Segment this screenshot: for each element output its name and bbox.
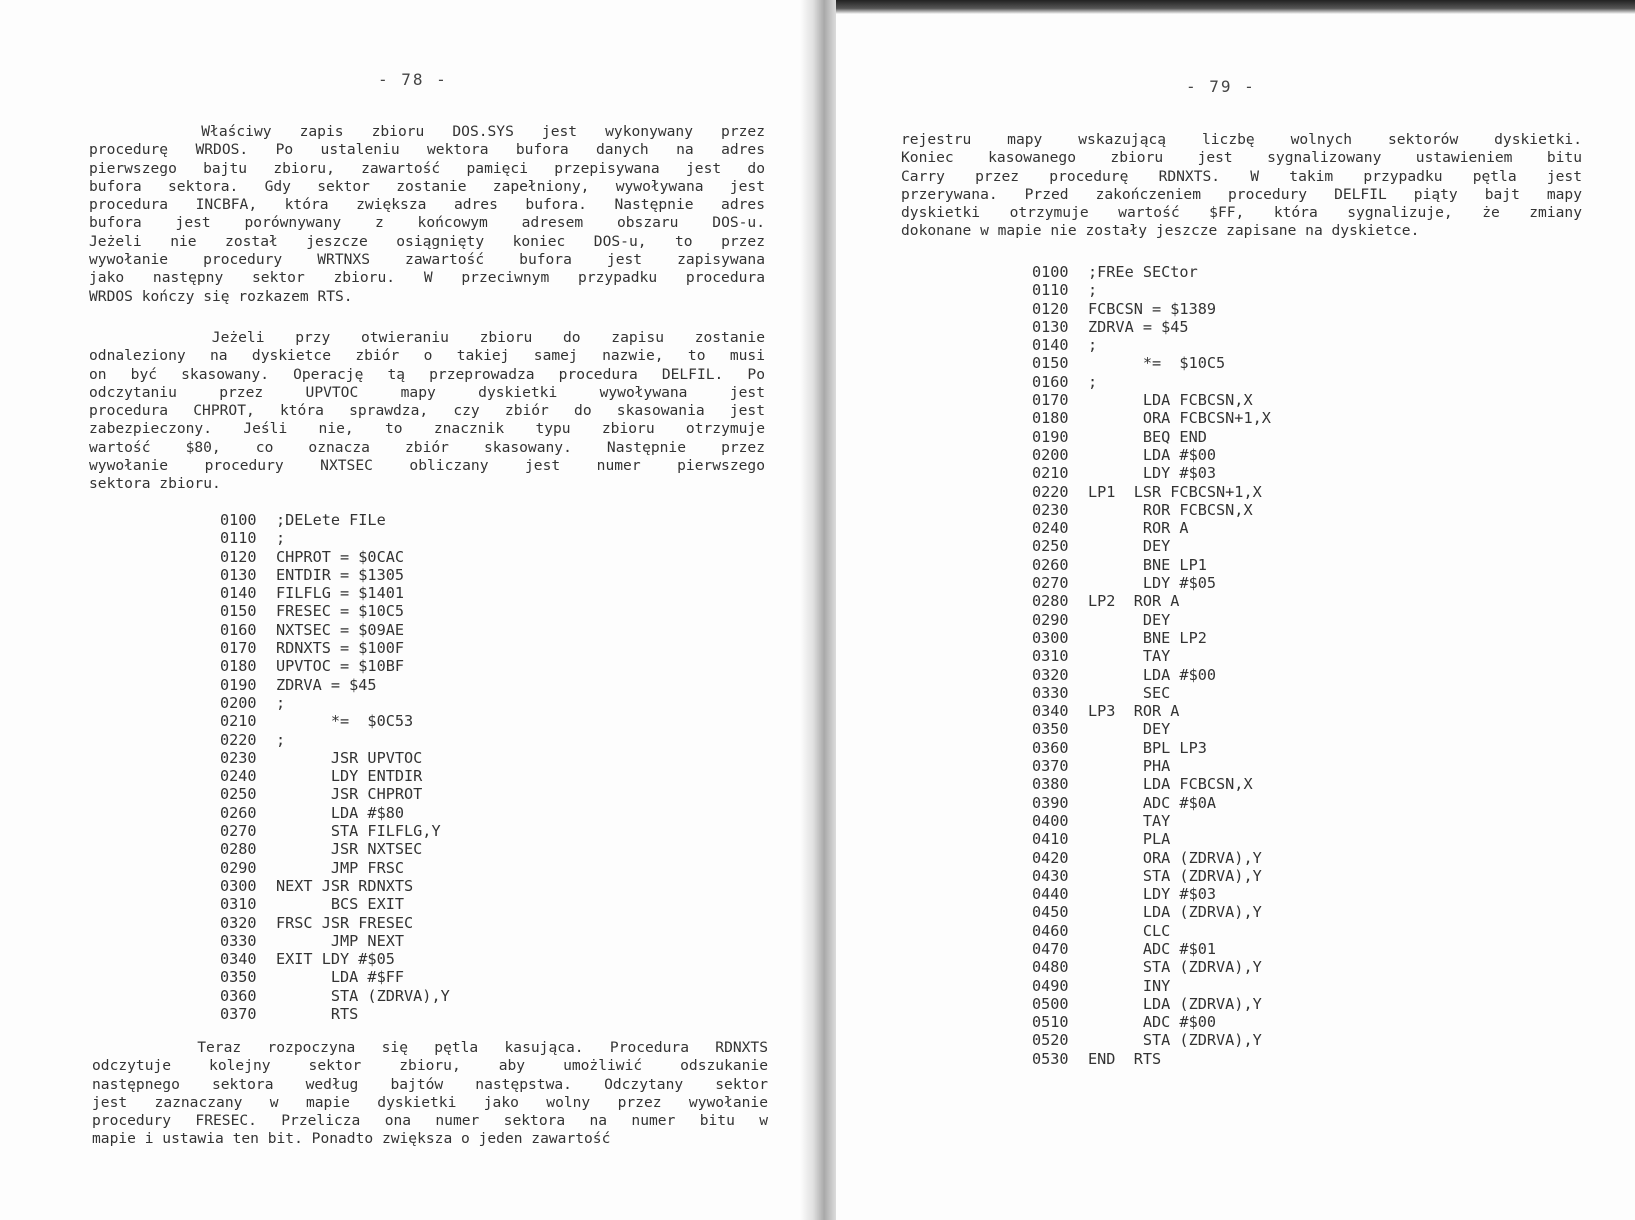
code-line bbox=[1032, 483, 1271, 501]
code-text: STA (ZDRVA),Y bbox=[276, 986, 450, 1005]
code-text: BEQ END bbox=[1088, 427, 1207, 446]
code-line bbox=[1032, 629, 1271, 647]
line-number: 0280 bbox=[220, 840, 257, 859]
text-line: odczytaniu przez UPVTOC mapy dyskietki wywoływana jest bbox=[89, 383, 765, 401]
code-text: NEXT JSR RDNXTS bbox=[276, 876, 414, 895]
code-line bbox=[1032, 702, 1271, 720]
code-line bbox=[1032, 885, 1271, 903]
line-number: 0270 bbox=[220, 822, 257, 841]
code-text: LDA #$FF bbox=[276, 968, 405, 987]
line-number: 0290 bbox=[1032, 610, 1069, 629]
code-line bbox=[220, 950, 450, 968]
code-text: BNE LP2 bbox=[1088, 628, 1207, 647]
line-number: 0320 bbox=[220, 913, 257, 932]
code-text: ; bbox=[1088, 372, 1098, 391]
code-text: SEC bbox=[1088, 683, 1171, 702]
code-line bbox=[1032, 354, 1271, 372]
line-number: 0110 bbox=[1032, 281, 1069, 300]
code-text: JSR UPVTOC bbox=[276, 748, 423, 767]
code-line bbox=[1032, 300, 1271, 318]
code-line bbox=[1032, 1013, 1271, 1031]
code-text: LDY #$03 bbox=[1088, 464, 1217, 483]
code-text: BPL LP3 bbox=[1088, 738, 1207, 757]
line-number: 0330 bbox=[1032, 683, 1069, 702]
line-number: 0180 bbox=[1032, 409, 1069, 428]
code-text: JMP FRSC bbox=[276, 858, 405, 877]
text-line: odnaleziony na dyskietce zbiór o takiej samej nazwie, to musi bbox=[89, 347, 765, 365]
text-line: Koniec kasowanego zbioru jest sygnalizowany ustawieniem bitu bbox=[901, 149, 1582, 167]
code-text: BCS EXIT bbox=[276, 895, 405, 914]
line-number: 0150 bbox=[1032, 354, 1069, 373]
code-line bbox=[1032, 720, 1271, 738]
line-number: 0490 bbox=[1032, 976, 1069, 995]
line-number: 0100 bbox=[1032, 263, 1069, 281]
code-line bbox=[1032, 611, 1271, 629]
paragraph bbox=[89, 123, 765, 306]
code-text: LDY #$03 bbox=[1088, 885, 1217, 904]
code-line bbox=[1032, 867, 1271, 885]
code-text: ORA FCBCSN+1,X bbox=[1088, 409, 1271, 428]
text-line: dyskietki otrzymuje wartość $FF, która sygnalizuje, że zmiany bbox=[901, 204, 1582, 222]
text-line: Właściwy zapis zbioru DOS.SYS jest wykonywany przez bbox=[89, 123, 765, 140]
text-line: Jeżeli nie został jeszcze osiągnięty koniec DOS-u, to przez bbox=[89, 232, 765, 250]
code-line bbox=[1032, 263, 1271, 281]
line-number: 0240 bbox=[1032, 519, 1069, 538]
code-line bbox=[1032, 556, 1271, 574]
code-text: LDA (ZDRVA),Y bbox=[1088, 994, 1262, 1013]
code-line bbox=[1032, 958, 1271, 976]
line-number: 0300 bbox=[1032, 628, 1069, 647]
code-text: *= $0C53 bbox=[276, 712, 414, 731]
code-text: *= $10C5 bbox=[1088, 354, 1226, 373]
code-line bbox=[220, 694, 450, 712]
code-line bbox=[220, 822, 450, 840]
line-number: 0160 bbox=[220, 620, 257, 639]
code-text: ; bbox=[276, 529, 286, 548]
line-number: 0510 bbox=[1032, 1013, 1069, 1032]
paragraph bbox=[92, 1039, 768, 1149]
code-line bbox=[220, 676, 450, 694]
code-text: ZDRVA = $45 bbox=[1088, 317, 1189, 336]
line-number: 0110 bbox=[220, 529, 257, 548]
text-line: pierwszego bajtu zbioru, zawartość pamięci przepisywana jest do bbox=[89, 159, 765, 177]
code-text: STA (ZDRVA),Y bbox=[1088, 958, 1262, 977]
code-line bbox=[1032, 336, 1271, 354]
line-number: 0230 bbox=[1032, 500, 1069, 519]
line-number: 0380 bbox=[1032, 775, 1069, 794]
line-number: 0300 bbox=[220, 876, 257, 895]
code-line bbox=[220, 932, 450, 950]
code-line bbox=[1032, 318, 1271, 336]
line-number: 0320 bbox=[1032, 665, 1069, 684]
code-text: LDA FCBCSN,X bbox=[1088, 775, 1253, 794]
text-line: Jeżeli przy otwieraniu zbioru do zapisu zostanie bbox=[89, 329, 765, 346]
page-number: - 78 - bbox=[378, 70, 448, 89]
code-text: INY bbox=[1088, 976, 1171, 995]
line-number: 0520 bbox=[1032, 1031, 1069, 1050]
code-text: UPVTOC = $10BF bbox=[276, 657, 405, 676]
code-text: ROR FCBCSN,X bbox=[1088, 500, 1253, 519]
code-text: CHPROT = $0CAC bbox=[276, 547, 405, 566]
code-text: LDA #$00 bbox=[1088, 445, 1217, 464]
code-line bbox=[1032, 428, 1271, 446]
line-number: 0230 bbox=[220, 748, 257, 767]
line-number: 0470 bbox=[1032, 939, 1069, 958]
code-text: LP3 ROR A bbox=[1088, 702, 1180, 721]
text-line: wartość $80, co oznacza zbiór skasowany. Następnie przez bbox=[89, 438, 765, 456]
line-number: 0290 bbox=[220, 858, 257, 877]
code-line bbox=[220, 1005, 450, 1023]
text-line: WRDOS kończy się rozkazem RTS. bbox=[89, 287, 353, 305]
code-line bbox=[220, 877, 450, 895]
line-number: 0250 bbox=[220, 785, 257, 804]
text-line: procedurę WRDOS. Po ustaleniu wektora bufora danych na adres bbox=[89, 141, 765, 159]
code-line bbox=[1032, 519, 1271, 537]
code-line bbox=[220, 749, 450, 767]
code-line bbox=[220, 621, 450, 639]
text-line: bufora sektora. Gdy sektor zostanie zapełniony, wywoływana jest bbox=[89, 177, 765, 195]
code-line bbox=[1032, 464, 1271, 482]
code-text: LDY ENTDIR bbox=[276, 767, 423, 786]
code-line bbox=[1032, 1050, 1271, 1068]
code-line bbox=[1032, 409, 1271, 427]
line-number: 0370 bbox=[220, 1005, 257, 1024]
code-line bbox=[1032, 666, 1271, 684]
code-text: FILFLG = $1401 bbox=[276, 584, 405, 603]
text-line: Teraz rozpoczyna się pętla kasująca. Procedura RDNXTS bbox=[92, 1039, 768, 1056]
text-line: dokonane w mapie nie zostały jeszcze zapisane na dyskietce. bbox=[901, 222, 1420, 240]
code-text: ADC #$0A bbox=[1088, 793, 1217, 812]
line-number: 0260 bbox=[1032, 555, 1069, 574]
code-line bbox=[1032, 373, 1271, 391]
line-number: 0190 bbox=[1032, 427, 1069, 446]
line-number: 0310 bbox=[220, 895, 257, 914]
code-text: LP2 ROR A bbox=[1088, 592, 1180, 611]
code-line bbox=[1032, 830, 1271, 848]
text-line: on być skasowany. Operację tą przeprowadza procedura DELFIL. Po bbox=[89, 365, 765, 383]
code-listing bbox=[220, 511, 450, 1023]
line-number: 0280 bbox=[1032, 592, 1069, 611]
text-line: procedury FRESEC. Przelicza ona numer sektora na numer bitu w bbox=[92, 1112, 768, 1130]
code-line bbox=[220, 639, 450, 657]
text-line: rejestru mapy wskazującą liczbę wolnych sektorów dyskietki. bbox=[901, 131, 1582, 148]
text-line: sektora zbioru. bbox=[89, 475, 221, 493]
line-number: 0160 bbox=[1032, 372, 1069, 391]
code-line bbox=[220, 511, 450, 529]
page-number: - 79 - bbox=[1186, 77, 1256, 96]
line-number: 0180 bbox=[220, 657, 257, 676]
code-text: LDA #$00 bbox=[1088, 665, 1217, 684]
code-text: DEY bbox=[1088, 720, 1171, 739]
code-text: RDNXTS = $100F bbox=[276, 639, 405, 658]
line-number: 0410 bbox=[1032, 830, 1069, 849]
code-line bbox=[220, 968, 450, 986]
code-text: PHA bbox=[1088, 757, 1171, 776]
code-text: LDA (ZDRVA),Y bbox=[1088, 903, 1262, 922]
code-text: LDY #$05 bbox=[1088, 574, 1217, 593]
line-number: 0220 bbox=[220, 730, 257, 749]
code-text: NXTSEC = $09AE bbox=[276, 620, 405, 639]
code-line bbox=[220, 712, 450, 730]
text-line: Carry przez procedurę RDNXTS. W takim przypadku pętla jest bbox=[901, 167, 1582, 185]
code-text: BNE LP1 bbox=[1088, 555, 1207, 574]
code-text: ROR A bbox=[1088, 519, 1189, 538]
line-number: 0390 bbox=[1032, 793, 1069, 812]
code-text: LDA FCBCSN,X bbox=[1088, 391, 1253, 410]
code-line bbox=[1032, 1031, 1271, 1049]
code-text: FRSC JSR FRESEC bbox=[276, 913, 414, 932]
line-number: 0140 bbox=[220, 584, 257, 603]
code-line bbox=[1032, 574, 1271, 592]
code-line bbox=[1032, 794, 1271, 812]
code-text: STA (ZDRVA),Y bbox=[1088, 1031, 1262, 1050]
code-text: CLC bbox=[1088, 921, 1171, 940]
line-number: 0210 bbox=[1032, 464, 1069, 483]
code-text: TAY bbox=[1088, 811, 1171, 830]
code-text: FRESEC = $10C5 bbox=[276, 602, 405, 621]
line-number: 0480 bbox=[1032, 958, 1069, 977]
code-text: FCBCSN = $1389 bbox=[1088, 299, 1217, 318]
code-text: ENTDIR = $1305 bbox=[276, 565, 405, 584]
line-number: 0420 bbox=[1032, 848, 1069, 867]
code-text: ADC #$00 bbox=[1088, 1013, 1217, 1032]
code-line bbox=[220, 657, 450, 675]
code-text: STA (ZDRVA),Y bbox=[1088, 866, 1262, 885]
line-number: 0150 bbox=[220, 602, 257, 621]
line-number: 0310 bbox=[1032, 647, 1069, 666]
code-line bbox=[1032, 757, 1271, 775]
line-number: 0140 bbox=[1032, 336, 1069, 355]
code-line bbox=[220, 548, 450, 566]
code-line bbox=[1032, 537, 1271, 555]
line-number: 0360 bbox=[1032, 738, 1069, 757]
code-text: ;DELete FILe bbox=[276, 511, 386, 529]
code-text: DEY bbox=[1088, 537, 1171, 556]
code-line bbox=[220, 584, 450, 602]
line-number: 0450 bbox=[1032, 903, 1069, 922]
code-line bbox=[1032, 592, 1271, 610]
code-line bbox=[1032, 849, 1271, 867]
code-text: ;FREe SECtor bbox=[1088, 263, 1198, 281]
text-line: zabezpieczony. Jeśli nie, to znacznik typu zbioru otrzymuje bbox=[89, 420, 765, 438]
text-line: wywołanie procedury NXTSEC obliczany jest numer pierwszego bbox=[89, 457, 765, 475]
line-number: 0120 bbox=[1032, 299, 1069, 318]
code-line bbox=[1032, 684, 1271, 702]
text-line: przerywana. Przed zakończeniem procedury DELFIL piąty bajt mapy bbox=[901, 185, 1582, 203]
code-line bbox=[220, 602, 450, 620]
code-text: ; bbox=[276, 693, 286, 712]
line-number: 0500 bbox=[1032, 994, 1069, 1013]
line-number: 0360 bbox=[220, 986, 257, 1005]
line-number: 0270 bbox=[1032, 574, 1069, 593]
code-text: PLA bbox=[1088, 830, 1171, 849]
text-line: procedura INCBFA, która zwiększa adres bufora. Następnie adres bbox=[89, 196, 765, 214]
code-text: ORA (ZDRVA),Y bbox=[1088, 848, 1262, 867]
code-line bbox=[1032, 739, 1271, 757]
code-text: ; bbox=[1088, 336, 1098, 355]
code-text: JSR NXTSEC bbox=[276, 840, 423, 859]
text-line: bufora jest porównywany z końcowym adresem obszaru DOS-u. bbox=[89, 214, 765, 232]
line-number: 0430 bbox=[1032, 866, 1069, 885]
code-line bbox=[1032, 812, 1271, 830]
code-line bbox=[220, 895, 450, 913]
code-line bbox=[1032, 775, 1271, 793]
line-number: 0200 bbox=[1032, 445, 1069, 464]
code-text: LDA #$80 bbox=[276, 803, 405, 822]
paragraph bbox=[901, 131, 1582, 241]
code-line bbox=[220, 785, 450, 803]
line-number: 0240 bbox=[220, 767, 257, 786]
scan-top-edge bbox=[836, 0, 1635, 14]
line-number: 0350 bbox=[1032, 720, 1069, 739]
code-text: STA FILFLG,Y bbox=[276, 822, 441, 841]
code-text: ZDRVA = $45 bbox=[276, 675, 377, 694]
code-line bbox=[220, 566, 450, 584]
code-line bbox=[1032, 922, 1271, 940]
right-page bbox=[836, 0, 1635, 1220]
text-line: następnego sektora według bajtów następstwa. Odczytany sektor bbox=[92, 1075, 768, 1093]
line-number: 0340 bbox=[220, 950, 257, 969]
code-line bbox=[220, 529, 450, 547]
code-line bbox=[220, 987, 450, 1005]
paragraph bbox=[89, 329, 765, 494]
code-text: JMP NEXT bbox=[276, 931, 405, 950]
text-line: jako następny sektor zbioru. W przeciwnym przypadku procedura bbox=[89, 269, 765, 287]
code-text: TAY bbox=[1088, 647, 1171, 666]
code-text: ; bbox=[1088, 281, 1098, 300]
line-number: 0190 bbox=[220, 675, 257, 694]
text-line: wywołanie procedury WRTNXS zawartość bufora jest zapisywana bbox=[89, 251, 765, 269]
code-line bbox=[220, 914, 450, 932]
code-line bbox=[1032, 391, 1271, 409]
code-line bbox=[220, 859, 450, 877]
code-text: EXIT LDY #$05 bbox=[276, 950, 395, 969]
code-listing bbox=[1032, 263, 1271, 1068]
code-line bbox=[220, 840, 450, 858]
line-number: 0250 bbox=[1032, 537, 1069, 556]
line-number: 0170 bbox=[220, 639, 257, 658]
code-text: RTS bbox=[276, 1005, 359, 1024]
line-number: 0100 bbox=[220, 511, 257, 529]
code-line bbox=[1032, 995, 1271, 1013]
line-number: 0200 bbox=[220, 693, 257, 712]
line-number: 0340 bbox=[1032, 702, 1069, 721]
code-text: ADC #$01 bbox=[1088, 939, 1217, 958]
line-number: 0130 bbox=[1032, 317, 1069, 336]
text-line: mapie i ustawia ten bit. Ponadto zwiększa o jeden zawartość bbox=[92, 1130, 611, 1148]
line-number: 0120 bbox=[220, 547, 257, 566]
line-number: 0330 bbox=[220, 931, 257, 950]
line-number: 0220 bbox=[1032, 482, 1069, 501]
text-line: procedura CHPROT, która sprawdza, czy zbiór do skasowania jest bbox=[89, 402, 765, 420]
line-number: 0210 bbox=[220, 712, 257, 731]
code-line bbox=[1032, 903, 1271, 921]
code-line bbox=[1032, 446, 1271, 464]
text-line: odczytuje kolejny sektor zbioru, aby umożliwić odszukanie bbox=[92, 1057, 768, 1075]
code-text: END RTS bbox=[1088, 1049, 1162, 1068]
code-line bbox=[1032, 940, 1271, 958]
code-line bbox=[220, 804, 450, 822]
line-number: 0170 bbox=[1032, 391, 1069, 410]
line-number: 0260 bbox=[220, 803, 257, 822]
code-line bbox=[1032, 647, 1271, 665]
line-number: 0460 bbox=[1032, 921, 1069, 940]
code-line bbox=[1032, 977, 1271, 995]
line-number: 0530 bbox=[1032, 1049, 1069, 1068]
code-text: ; bbox=[276, 730, 286, 749]
code-text: DEY bbox=[1088, 610, 1171, 629]
code-line bbox=[220, 767, 450, 785]
line-number: 0130 bbox=[220, 565, 257, 584]
code-line bbox=[220, 731, 450, 749]
line-number: 0440 bbox=[1032, 885, 1069, 904]
code-text: JSR CHPROT bbox=[276, 785, 423, 804]
code-line bbox=[1032, 281, 1271, 299]
code-line bbox=[1032, 501, 1271, 519]
line-number: 0400 bbox=[1032, 811, 1069, 830]
line-number: 0350 bbox=[220, 968, 257, 987]
text-line: jest zaznaczany w mapie dyskietki jako wolny przez wywołanie bbox=[92, 1093, 768, 1111]
line-number: 0370 bbox=[1032, 757, 1069, 776]
code-text: LP1 LSR FCBCSN+1,X bbox=[1088, 482, 1262, 501]
